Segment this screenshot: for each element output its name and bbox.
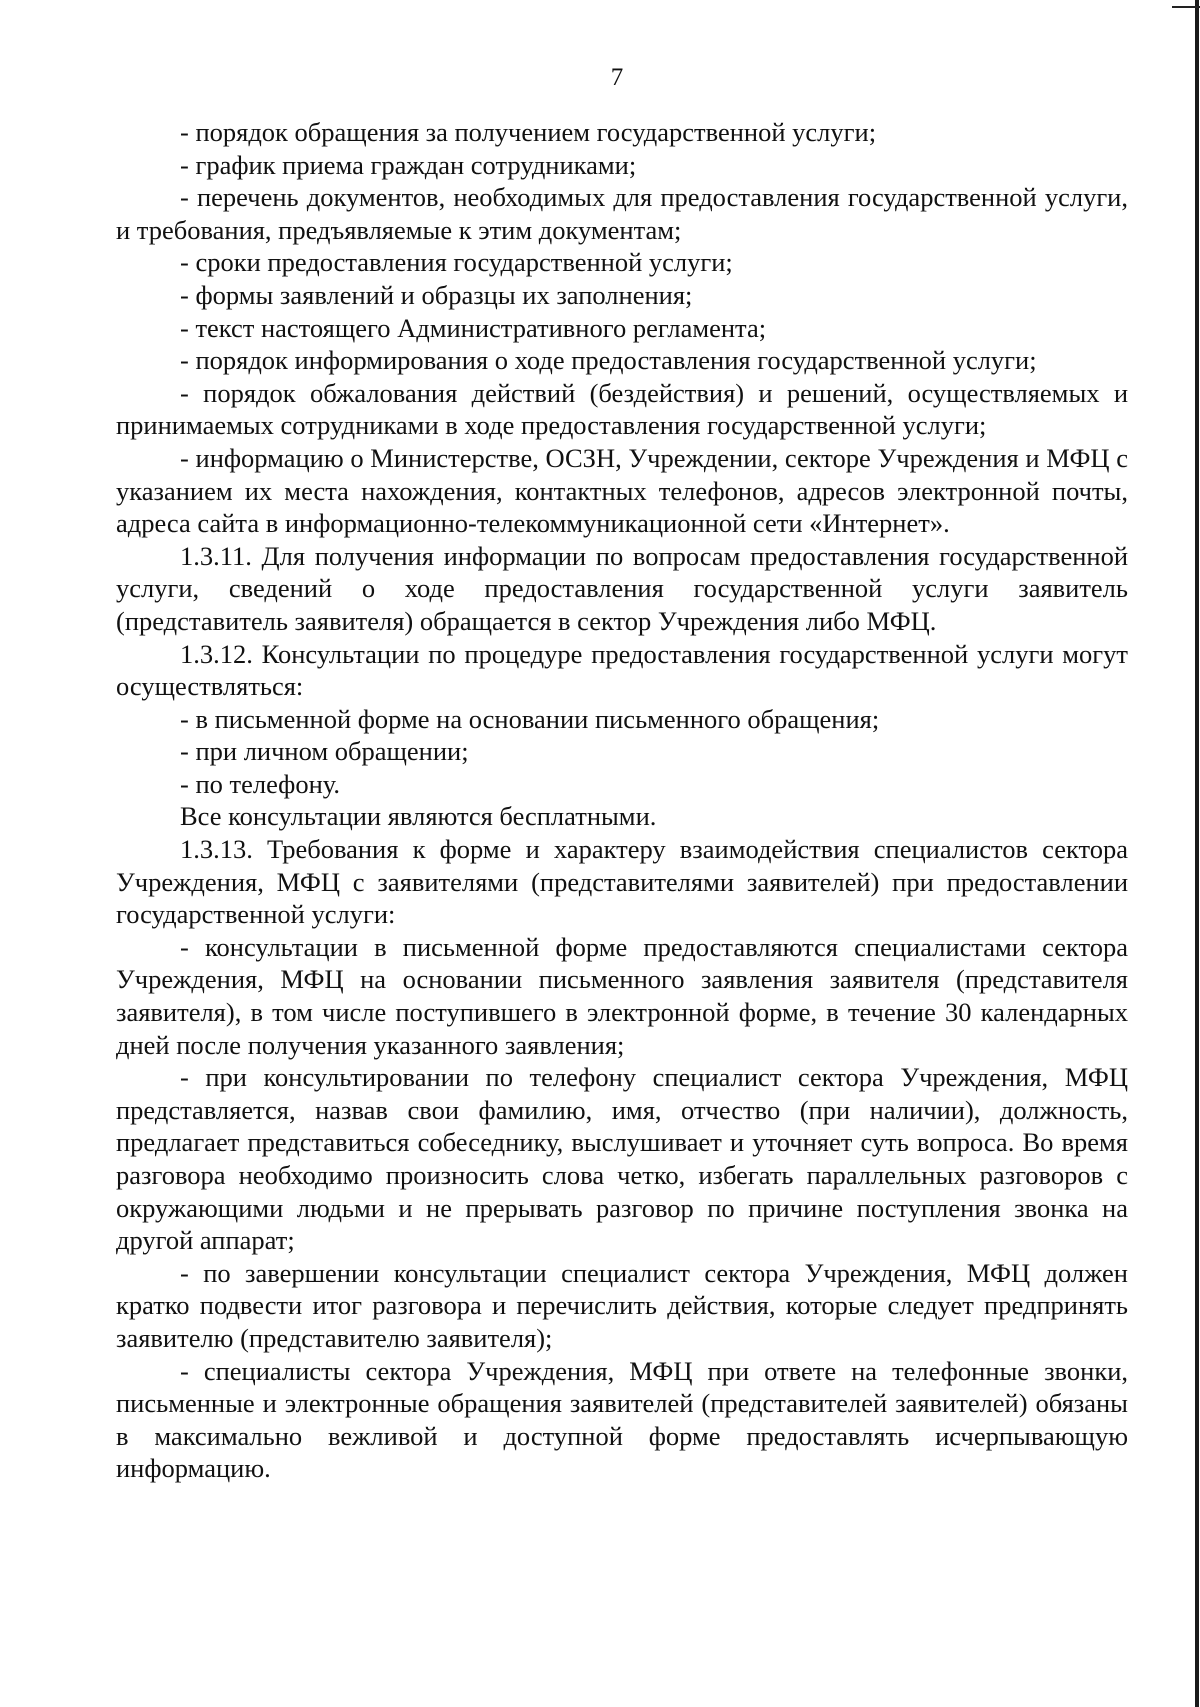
list-item-request-procedure: - порядок обращения за получением государственной услуги; <box>180 117 877 147</box>
document-body <box>116 116 1128 1485</box>
paragraph-1-3-12: 1.3.12. Консультации по процедуре предоставления государственной услуги могут осуществляться: <box>116 638 1128 702</box>
list-item-written-consultations: - консультации в письменной форме предоставляются специалистами сектора Учреждения, МФЦ на основании письменного заявления заявителя (представителя заявителя), в том числе поступившего в электронной форме, в течение 30 календарных дней после получения указанного заявления; <box>116 931 1128 1060</box>
list-item-documents-list: - перечень документов, необходимых для предоставления государственной услуги, и требования, предъявляемые к этим документам; <box>116 182 1128 245</box>
paragraph-1-3-13: 1.3.13. Требования к форме и характеру взаимодействия специалистов сектора Учреждения, МФЦ с заявителями (представителями заявителей) при предоставлении государственной услуги: <box>116 834 1128 930</box>
list-item-phone: - по телефону. <box>180 768 340 799</box>
list-item-progress-informing: - порядок информирования о ходе предоставления государственной услуги; <box>180 345 1037 376</box>
list-item-consultation-completion: - по завершении консультации специалист сектора Учреждения, МФЦ должен кратко подвести итог разговора и перечислить действия, которые следует предпринять заявителю (представителю заявителя); <box>116 1257 1128 1353</box>
list-item-specialist-duties: - специалисты сектора Учреждения, МФЦ при ответе на телефонные звонки, письменные и электронные обращения заявителей (представителей заявителей) обязаны в максимально вежливой и доступной форме предоставлять исчерпывающую информацию. <box>116 1355 1128 1484</box>
list-item-personal-visit: - при личном обращении; <box>180 736 469 767</box>
list-item-contact-information: - информацию о Министерстве, ОСЗН, Учреждении, секторе Учреждения и МФЦ с указанием их места нахождения, контактных телефонов, адресов электронной почты, адреса сайта в информационно-телекоммуникационной сети «Интернет». <box>116 442 1128 539</box>
list-item-phone-consultations: - при консультировании по телефону специалист сектора Учреждения, МФЦ представляется, назвав свои фамилию, имя, отчество (при наличии), должность, предлагает представиться собеседнику, выслушивает и уточняет суть вопроса. Во время разговора необходимо произносить слова четко, избегать параллельных разговоров с окружающими людьми и не прерывать разговор по причине поступления звонка на другой аппарат; <box>116 1062 1128 1256</box>
paragraph-free-consultations: Все консультации являются бесплатными. <box>180 801 657 832</box>
paragraph-1-3-11: 1.3.11. Для получения информации по вопросам предоставления государственной услуги, сведений о ходе предоставления государственной услуги заявитель (представитель заявителя) обращается в сектор Учреждения либо МФЦ. <box>116 540 1128 636</box>
list-item-regulation-text: - текст настоящего Административного регламента; <box>180 312 767 343</box>
list-item-written-form: - в письменной форме на основании письменного обращения; <box>180 703 880 734</box>
list-item-service-terms: - сроки предоставления государственной услуги; <box>180 247 733 278</box>
list-item-reception-schedule: - график приема граждан сотрудниками; <box>180 149 637 180</box>
list-item-appeal-procedure: - порядок обжалования действий (бездействия) и решений, осуществляемых и принимаемых сотрудниками в ходе предоставления государственной услуги; <box>116 377 1128 441</box>
page-number: 7 <box>610 64 624 91</box>
scan-edge-tick <box>1172 6 1200 8</box>
list-item-application-forms: - формы заявлений и образцы их заполнения; <box>180 279 693 310</box>
scan-edge-line <box>1195 0 1199 1707</box>
